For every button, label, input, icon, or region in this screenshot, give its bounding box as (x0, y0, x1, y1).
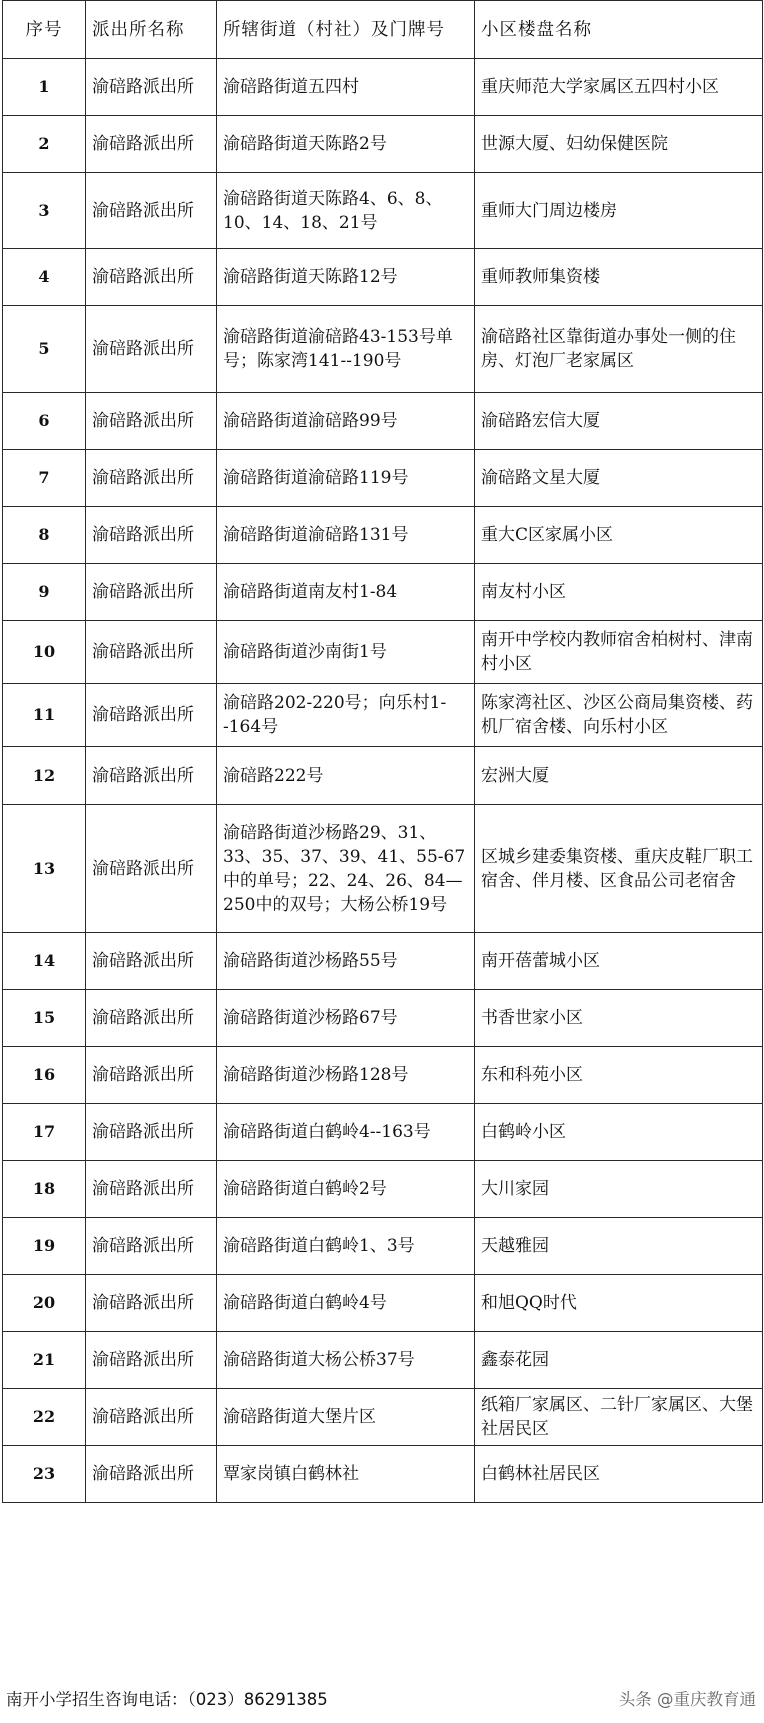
table-row (3, 1332, 763, 1389)
table-row (3, 173, 763, 249)
cell-community-name: 南开中学校内教师宿舍柏树村、津南村小区 (475, 621, 763, 684)
cell-serial-number: 3 (3, 173, 86, 249)
table-row (3, 805, 763, 933)
header-serial-number: 序号 (3, 1, 86, 59)
cell-street-address: 渝碚路街道大杨公桥37号 (217, 1332, 475, 1389)
cell-station-name: 渝碚路派出所 (86, 1047, 217, 1104)
cell-station-name: 渝碚路派出所 (86, 933, 217, 990)
table-row (3, 1218, 763, 1275)
cell-community-name: 南友村小区 (475, 564, 763, 621)
table-row (3, 1047, 763, 1104)
cell-serial-number: 14 (3, 933, 86, 990)
cell-station-name: 渝碚路派出所 (86, 59, 217, 116)
cell-serial-number: 11 (3, 684, 86, 747)
cell-station-name: 渝碚路派出所 (86, 116, 217, 173)
cell-community-name: 鑫泰花园 (475, 1332, 763, 1389)
cell-street-address: 渝碚路街道沙杨路29、31、33、35、37、39、41、55-67中的单号；22、24、26、84—250中的双号；大杨公桥19号 (217, 805, 475, 933)
cell-station-name: 渝碚路派出所 (86, 1161, 217, 1218)
cell-serial-number: 5 (3, 306, 86, 393)
cell-station-name: 渝碚路派出所 (86, 621, 217, 684)
table-row (3, 621, 763, 684)
cell-street-address: 渝碚路街道白鹤岭4--163号 (217, 1104, 475, 1161)
cell-station-name: 渝碚路派出所 (86, 747, 217, 805)
cell-street-address: 渝碚路街道沙杨路67号 (217, 990, 475, 1047)
cell-serial-number: 7 (3, 450, 86, 507)
table-header-row (3, 1, 763, 59)
cell-community-name: 白鹤岭小区 (475, 1104, 763, 1161)
cell-street-address: 覃家岗镇白鹤林社 (217, 1446, 475, 1503)
cell-serial-number: 23 (3, 1446, 86, 1503)
cell-street-address: 渝碚路街道沙杨路128号 (217, 1047, 475, 1104)
cell-serial-number: 10 (3, 621, 86, 684)
cell-community-name: 东和科苑小区 (475, 1047, 763, 1104)
cell-station-name: 渝碚路派出所 (86, 1275, 217, 1332)
cell-station-name: 渝碚路派出所 (86, 393, 217, 450)
table-row (3, 116, 763, 173)
table-row (3, 933, 763, 990)
cell-community-name: 陈家湾社区、沙区公商局集资楼、药机厂宿舍楼、向乐村小区 (475, 684, 763, 747)
cell-community-name: 纸箱厂家属区、二针厂家属区、大堡社居民区 (475, 1389, 763, 1446)
cell-station-name: 渝碚路派出所 (86, 805, 217, 933)
cell-community-name: 重师教师集资楼 (475, 249, 763, 306)
table-row (3, 507, 763, 564)
cell-serial-number: 8 (3, 507, 86, 564)
table-row (3, 684, 763, 747)
cell-station-name: 渝碚路派出所 (86, 450, 217, 507)
table-row (3, 1275, 763, 1332)
table-row (3, 393, 763, 450)
cell-street-address: 渝碚路街道渝碚路43-153号单号；陈家湾141--190号 (217, 306, 475, 393)
cell-station-name: 渝碚路派出所 (86, 1104, 217, 1161)
cell-street-address: 渝碚路街道渝碚路131号 (217, 507, 475, 564)
header-street-address: 所辖街道（村社）及门牌号 (217, 1, 475, 59)
cell-community-name: 白鹤林社居民区 (475, 1446, 763, 1503)
cell-station-name: 渝碚路派出所 (86, 684, 217, 747)
header-station-name: 派出所名称 (86, 1, 217, 59)
cell-street-address: 渝碚路街道渝碚路119号 (217, 450, 475, 507)
cell-street-address: 渝碚路街道白鹤岭1、3号 (217, 1218, 475, 1275)
cell-street-address: 渝碚路街道南友村1-84 (217, 564, 475, 621)
cell-serial-number: 6 (3, 393, 86, 450)
cell-serial-number: 9 (3, 564, 86, 621)
cell-community-name: 渝碚路宏信大厦 (475, 393, 763, 450)
cell-community-name: 天越雅园 (475, 1218, 763, 1275)
cell-serial-number: 1 (3, 59, 86, 116)
cell-serial-number: 12 (3, 747, 86, 805)
cell-station-name: 渝碚路派出所 (86, 507, 217, 564)
cell-serial-number: 20 (3, 1275, 86, 1332)
cell-street-address: 渝碚路街道五四村 (217, 59, 475, 116)
cell-station-name: 渝碚路派出所 (86, 1218, 217, 1275)
cell-community-name: 宏洲大厦 (475, 747, 763, 805)
cell-street-address: 渝碚路街道白鹤岭2号 (217, 1161, 475, 1218)
cell-serial-number: 4 (3, 249, 86, 306)
cell-station-name: 渝碚路派出所 (86, 173, 217, 249)
cell-community-name: 和旭QQ时代 (475, 1275, 763, 1332)
cell-street-address: 渝碚路街道沙杨路55号 (217, 933, 475, 990)
table-row (3, 990, 763, 1047)
footer-bar (6, 1678, 758, 1718)
cell-community-name: 渝碚路文星大厦 (475, 450, 763, 507)
cell-street-address: 渝碚路街道沙南街1号 (217, 621, 475, 684)
cell-community-name: 重庆师范大学家属区五四村小区 (475, 59, 763, 116)
cell-street-address: 渝碚路街道大堡片区 (217, 1389, 475, 1446)
cell-station-name: 渝碚路派出所 (86, 306, 217, 393)
table-row (3, 1389, 763, 1446)
cell-community-name: 重大C区家属小区 (475, 507, 763, 564)
table-row (3, 59, 763, 116)
cell-station-name: 渝碚路派出所 (86, 249, 217, 306)
cell-station-name: 渝碚路派出所 (86, 1446, 217, 1503)
table-row (3, 306, 763, 393)
cell-station-name: 渝碚路派出所 (86, 1332, 217, 1389)
cell-community-name: 书香世家小区 (475, 990, 763, 1047)
cell-serial-number: 15 (3, 990, 86, 1047)
cell-community-name: 区城乡建委集资楼、重庆皮鞋厂职工宿舍、伴月楼、区食品公司老宿舍 (475, 805, 763, 933)
cell-community-name: 南开蓓蕾城小区 (475, 933, 763, 990)
cell-street-address: 渝碚路街道渝碚路99号 (217, 393, 475, 450)
cell-serial-number: 16 (3, 1047, 86, 1104)
table-row (3, 1161, 763, 1218)
cell-serial-number: 13 (3, 805, 86, 933)
enrollment-contact-text: 南开小学招生咨询电话：（023）86291385 (6, 1690, 328, 1709)
cell-serial-number: 2 (3, 116, 86, 173)
cell-community-name: 重师大门周边楼房 (475, 173, 763, 249)
source-watermark: 头条 @重庆教育通 (618, 1690, 756, 1709)
table-row (3, 249, 763, 306)
cell-community-name: 大川家园 (475, 1161, 763, 1218)
cell-street-address: 渝碚路222号 (217, 747, 475, 805)
cell-street-address: 渝碚路街道天陈路2号 (217, 116, 475, 173)
cell-serial-number: 18 (3, 1161, 86, 1218)
cell-serial-number: 22 (3, 1389, 86, 1446)
cell-serial-number: 19 (3, 1218, 86, 1275)
table-row (3, 564, 763, 621)
cell-serial-number: 17 (3, 1104, 86, 1161)
table-row (3, 1104, 763, 1161)
cell-community-name: 渝碚路社区靠街道办事处一侧的住房、灯泡厂老家属区 (475, 306, 763, 393)
header-community-name: 小区楼盘名称 (475, 1, 763, 59)
cell-street-address: 渝碚路街道天陈路12号 (217, 249, 475, 306)
cell-station-name: 渝碚路派出所 (86, 1389, 217, 1446)
cell-street-address: 渝碚路街道天陈路4、6、8、10、14、18、21号 (217, 173, 475, 249)
cell-street-address: 渝碚路街道白鹤岭4号 (217, 1275, 475, 1332)
cell-community-name: 世源大厦、妇幼保健医院 (475, 116, 763, 173)
cell-station-name: 渝碚路派出所 (86, 564, 217, 621)
table-row (3, 1446, 763, 1503)
school-district-table (2, 0, 763, 1503)
cell-station-name: 渝碚路派出所 (86, 990, 217, 1047)
cell-serial-number: 21 (3, 1332, 86, 1389)
cell-street-address: 渝碚路202-220号；向乐村1--164号 (217, 684, 475, 747)
table-row (3, 747, 763, 805)
table-row (3, 450, 763, 507)
table-body (3, 59, 763, 1503)
